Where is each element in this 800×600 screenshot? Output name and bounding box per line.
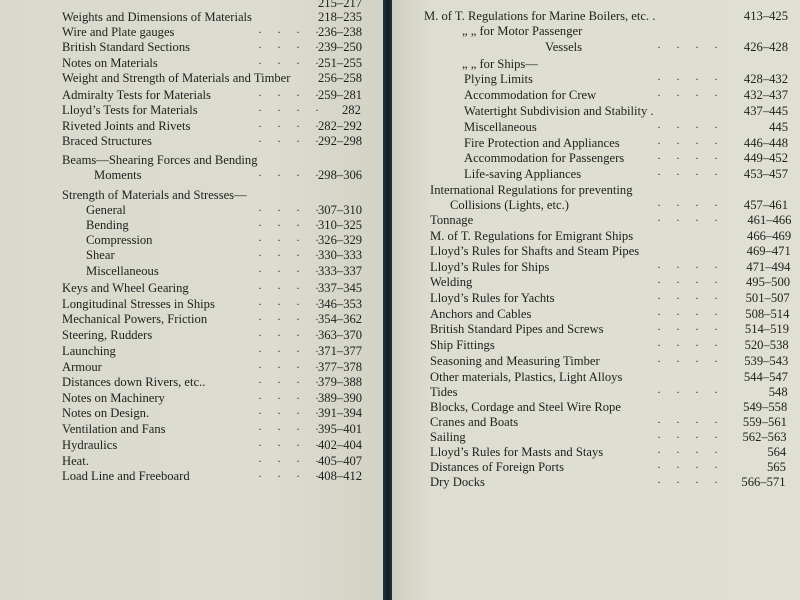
toc-page-range: 445 bbox=[769, 120, 788, 134]
toc-entry-title: Strength of Materials and Stresses— bbox=[62, 188, 247, 202]
toc-entry-title: Lloyd’s Rules for Ships bbox=[430, 260, 550, 274]
toc-page-range: 402–404 bbox=[318, 438, 363, 452]
toc-entry-title: British Standard Sections bbox=[62, 40, 191, 54]
toc-entry-title: Weight and Strength of Materials and Timber bbox=[62, 71, 291, 85]
toc-page-range: 333–337 bbox=[318, 264, 363, 278]
toc-page-range: 548 bbox=[768, 385, 788, 399]
toc-page-range: 251–255 bbox=[318, 56, 363, 70]
dot-leader: · · · · bbox=[258, 134, 325, 148]
toc-page-range: 449–452 bbox=[743, 151, 788, 165]
toc-entry-title: Weights and Dimensions of Materials bbox=[62, 10, 252, 24]
toc-page-range: 559–561 bbox=[742, 415, 787, 429]
dot-leader: · · · · bbox=[657, 307, 724, 321]
toc-entry-title: Load Line and Freeboard bbox=[62, 469, 190, 483]
toc-entry-title: Blocks, Cordage and Steel Wire Rope bbox=[430, 400, 621, 414]
dot-leader: · · · · bbox=[258, 422, 325, 436]
dot-leader: · · · · bbox=[657, 136, 724, 150]
toc-entry-title: Longitudinal Stresses in Ships bbox=[62, 297, 215, 311]
toc-page-range: 346–353 bbox=[318, 297, 363, 311]
dot-leader: · · · · bbox=[258, 119, 325, 133]
left-page bbox=[0, 0, 384, 600]
dot-leader: · · · · bbox=[258, 88, 325, 102]
toc-page-range: 564 bbox=[767, 445, 787, 459]
toc-page-range: 310–325 bbox=[318, 218, 363, 232]
toc-page-range: 437–445 bbox=[743, 104, 788, 118]
dot-leader: · · · · bbox=[657, 40, 724, 54]
toc-entry-title: Miscellaneous bbox=[464, 120, 537, 134]
toc-page-range: 391–394 bbox=[318, 406, 363, 420]
dot-leader: · · · · bbox=[258, 406, 325, 420]
toc-entry-title: Sailing bbox=[430, 430, 466, 444]
dot-leader: · · · · bbox=[657, 275, 724, 289]
toc-page-range: 413–425 bbox=[743, 9, 788, 23]
toc-page-range: 408–412 bbox=[318, 469, 363, 483]
page-range: 215–217 bbox=[318, 0, 363, 10]
dot-leader: · · · · bbox=[258, 264, 325, 278]
dot-leader: · · · · bbox=[258, 344, 325, 358]
toc-entry-title: Accommodation for Crew bbox=[464, 88, 597, 102]
toc-entry-title: Moments bbox=[94, 168, 142, 182]
dot-leader: · · · · bbox=[657, 322, 724, 336]
toc-page-range: 495–500 bbox=[745, 275, 791, 289]
toc-page-range: 239–250 bbox=[318, 40, 363, 54]
dot-leader: · · · · bbox=[258, 203, 325, 217]
toc-entry-title: General bbox=[86, 203, 126, 217]
toc-entry-title: Fire Protection and Appliances bbox=[464, 136, 620, 150]
toc-page-range: 405–407 bbox=[318, 454, 363, 468]
dot-leader: · · · · bbox=[657, 260, 724, 274]
dot-leader: · · · · bbox=[258, 56, 325, 70]
toc-page-range: 508–514 bbox=[745, 307, 790, 321]
dot-leader: · · · · bbox=[258, 391, 325, 405]
toc-entry-title: Cranes and Boats bbox=[430, 415, 519, 429]
toc-page-range: 549–558 bbox=[743, 400, 788, 414]
toc-page-range: 363–370 bbox=[318, 328, 363, 342]
toc-entry-title: Bending bbox=[86, 218, 129, 232]
toc-page-range: 466–469 bbox=[747, 229, 792, 243]
dot-leader: · · · · bbox=[258, 248, 325, 262]
dot-leader: · · · · bbox=[657, 415, 724, 429]
toc-page-range: 426–428 bbox=[743, 40, 788, 54]
toc-entry-title: Notes on Materials bbox=[62, 56, 158, 70]
dot-leader: · · · · bbox=[258, 360, 325, 374]
dot-leader: · · · · bbox=[258, 233, 325, 247]
dot-leader: · · · · bbox=[657, 213, 724, 227]
toc-entry-title: M. of T. Regulations for Marine Boilers, etc. . bbox=[424, 9, 656, 23]
toc-entry-title: Mechanical Powers, Friction bbox=[62, 312, 208, 326]
dot-leader: · · · · bbox=[258, 312, 325, 326]
toc-page-range: 432–437 bbox=[743, 88, 788, 102]
toc-entry-title: Miscellaneous bbox=[86, 264, 159, 278]
toc-entry-title: Beams—Shearing Forces and Bending bbox=[62, 153, 258, 167]
dot-leader: · · · · bbox=[657, 460, 724, 474]
toc-page-range: 471–494 bbox=[746, 260, 791, 274]
dot-leader: · · · · bbox=[258, 40, 325, 54]
toc-entry-title: Riveted Joints and Rivets bbox=[62, 119, 191, 133]
toc-entry-title: Braced Structures bbox=[62, 134, 152, 148]
dot-leader: · · · · bbox=[657, 338, 724, 352]
toc-page-range: 259–281 bbox=[318, 88, 363, 102]
dot-leader: · · · · bbox=[258, 297, 325, 311]
dot-leader: · · · · bbox=[258, 454, 325, 468]
dot-leader: · · · · bbox=[258, 281, 325, 295]
toc-page-range: 461–466 bbox=[747, 213, 792, 227]
toc-page-range: 389–390 bbox=[318, 391, 363, 405]
toc-entry-title: Tonnage bbox=[430, 213, 474, 227]
dot-leader: · · · · bbox=[657, 385, 724, 399]
toc-page-range: 457–461 bbox=[743, 198, 788, 212]
toc-page-range: 395–401 bbox=[318, 422, 363, 436]
toc-page-range: 379–388 bbox=[318, 375, 363, 389]
dot-leader: · · · · bbox=[657, 445, 724, 459]
toc-entry-title: Armour bbox=[62, 360, 102, 374]
toc-entry-title: Launching bbox=[62, 344, 116, 358]
dot-leader: · · · · bbox=[258, 375, 325, 389]
dot-leader: · · · · bbox=[657, 198, 724, 212]
toc-page-range: 326–329 bbox=[318, 233, 363, 247]
toc-page-range: 256–258 bbox=[318, 71, 363, 85]
toc-entry-title: Collisions (Lights, etc.) bbox=[450, 198, 569, 212]
dot-leader: · · · · bbox=[258, 103, 325, 117]
toc-page-range: 453–457 bbox=[743, 167, 788, 181]
toc-entry-title: British Standard Pipes and Screws bbox=[430, 322, 604, 336]
toc-entry-title: Other materials, Plastics, Light Alloys bbox=[430, 370, 623, 384]
toc-page-range: 371–377 bbox=[318, 344, 363, 358]
dot-leader: · · · · bbox=[258, 328, 325, 342]
toc-page-range: 501–507 bbox=[745, 291, 790, 305]
dot-leader: · · · · bbox=[657, 430, 724, 444]
toc-entry-title: Hydraulics bbox=[62, 438, 118, 452]
toc-entry-title: „ „ for Motor Passenger bbox=[462, 24, 583, 38]
toc-page-range: 307–310 bbox=[318, 203, 363, 217]
toc-page-range: 514–519 bbox=[744, 322, 789, 336]
toc-entry-title: Life-saving Appliances bbox=[464, 167, 582, 181]
toc-entry-title: Ventilation and Fans bbox=[62, 422, 166, 436]
toc-entry-title: Lloyd’s Rules for Masts and Stays bbox=[430, 445, 604, 459]
toc-entry-title: Ship Fittings bbox=[430, 338, 495, 352]
right-page bbox=[392, 0, 800, 600]
toc-entry-title: Watertight Subdivision and Stability . bbox=[464, 104, 654, 118]
toc-entry-title: Plying Limits bbox=[464, 72, 533, 86]
toc-page-range: 539–543 bbox=[744, 354, 789, 368]
toc-page-range: 520–538 bbox=[744, 338, 789, 352]
toc-entry-title: Anchors and Cables bbox=[430, 307, 532, 321]
toc-entry-title: Seasoning and Measuring Timber bbox=[430, 354, 600, 368]
toc-entry-title: Vessels bbox=[545, 40, 583, 54]
toc-entry-title: „ „ for Ships— bbox=[462, 57, 538, 71]
toc-page-range: 446–448 bbox=[743, 136, 788, 150]
toc-entry-title: Distances of Foreign Ports bbox=[430, 460, 564, 474]
toc-entry-title: Dry Docks bbox=[430, 475, 485, 489]
toc-entry-title: Admiralty Tests for Materials bbox=[62, 88, 211, 102]
dot-leader: · · · · bbox=[258, 218, 325, 232]
dot-leader: · · · · bbox=[258, 25, 325, 39]
dot-leader: · · · · bbox=[657, 88, 724, 102]
toc-entry-title: Lloyd’s Rules for Yachts bbox=[430, 291, 555, 305]
toc-page-range: 565 bbox=[766, 460, 786, 474]
toc-page-range: 282–292 bbox=[318, 119, 363, 133]
toc-entry-title: M. of T. Regulations for Emigrant Ships bbox=[430, 229, 634, 243]
toc-page-range: 337–345 bbox=[318, 281, 363, 295]
toc-entry-title: Notes on Machinery bbox=[62, 391, 165, 405]
toc-page-range: 236–238 bbox=[318, 25, 363, 39]
toc-entry-title: Welding bbox=[430, 275, 473, 289]
toc-page-range: 544–547 bbox=[743, 370, 788, 384]
toc-page-range: 292–298 bbox=[318, 134, 363, 148]
toc-entry-title: Heat. bbox=[62, 454, 89, 468]
dot-leader: · · · · bbox=[258, 168, 325, 182]
toc-entry-title: International Regulations for preventing bbox=[430, 183, 633, 197]
toc-entry-title: Accommodation for Passengers bbox=[464, 151, 625, 165]
toc-entry-title: Compression bbox=[86, 233, 153, 247]
toc-page-range: 428–432 bbox=[743, 72, 788, 86]
dot-leader: · · · · bbox=[258, 469, 325, 483]
toc-entry-title: Steering, Rudders bbox=[62, 328, 153, 342]
toc-entry-title: Distances down Rivers, etc.. bbox=[62, 375, 206, 389]
toc-entry-title: Keys and Wheel Gearing bbox=[62, 281, 189, 295]
toc-page-range: 354–362 bbox=[318, 312, 363, 326]
dot-leader: · · · · bbox=[657, 167, 724, 181]
toc-page-range: 330–333 bbox=[318, 248, 363, 262]
toc-page-range: 377–378 bbox=[318, 360, 363, 374]
toc-entry-title: Tides bbox=[430, 385, 458, 399]
toc-page-range: 562–563 bbox=[742, 430, 787, 444]
toc-page-range: 282 bbox=[342, 103, 361, 117]
toc-page-range: 469–471 bbox=[746, 244, 791, 258]
dot-leader: · · · · bbox=[657, 120, 724, 134]
dot-leader: · · · · bbox=[657, 291, 724, 305]
toc-entry-title: Lloyd’s Rules for Shafts and Steam Pipes bbox=[430, 244, 640, 258]
toc-entry-title: Notes on Design. bbox=[62, 406, 150, 420]
toc-entry-title: Shear bbox=[86, 248, 115, 262]
dot-leader: · · · · bbox=[657, 72, 724, 86]
dot-leader: · · · · bbox=[657, 151, 724, 165]
toc-entry-title: Lloyd’s Tests for Materials bbox=[62, 103, 198, 117]
toc-page-range: 298–306 bbox=[318, 168, 363, 182]
dot-leader: · · · · bbox=[258, 438, 325, 452]
toc-page-range: 218–235 bbox=[318, 10, 363, 24]
dot-leader: · · · · bbox=[657, 475, 724, 489]
dot-leader: · · · · bbox=[657, 354, 724, 368]
toc-entry-title: Wire and Plate gauges bbox=[62, 25, 175, 39]
toc-page-range: 566–571 bbox=[741, 475, 786, 489]
